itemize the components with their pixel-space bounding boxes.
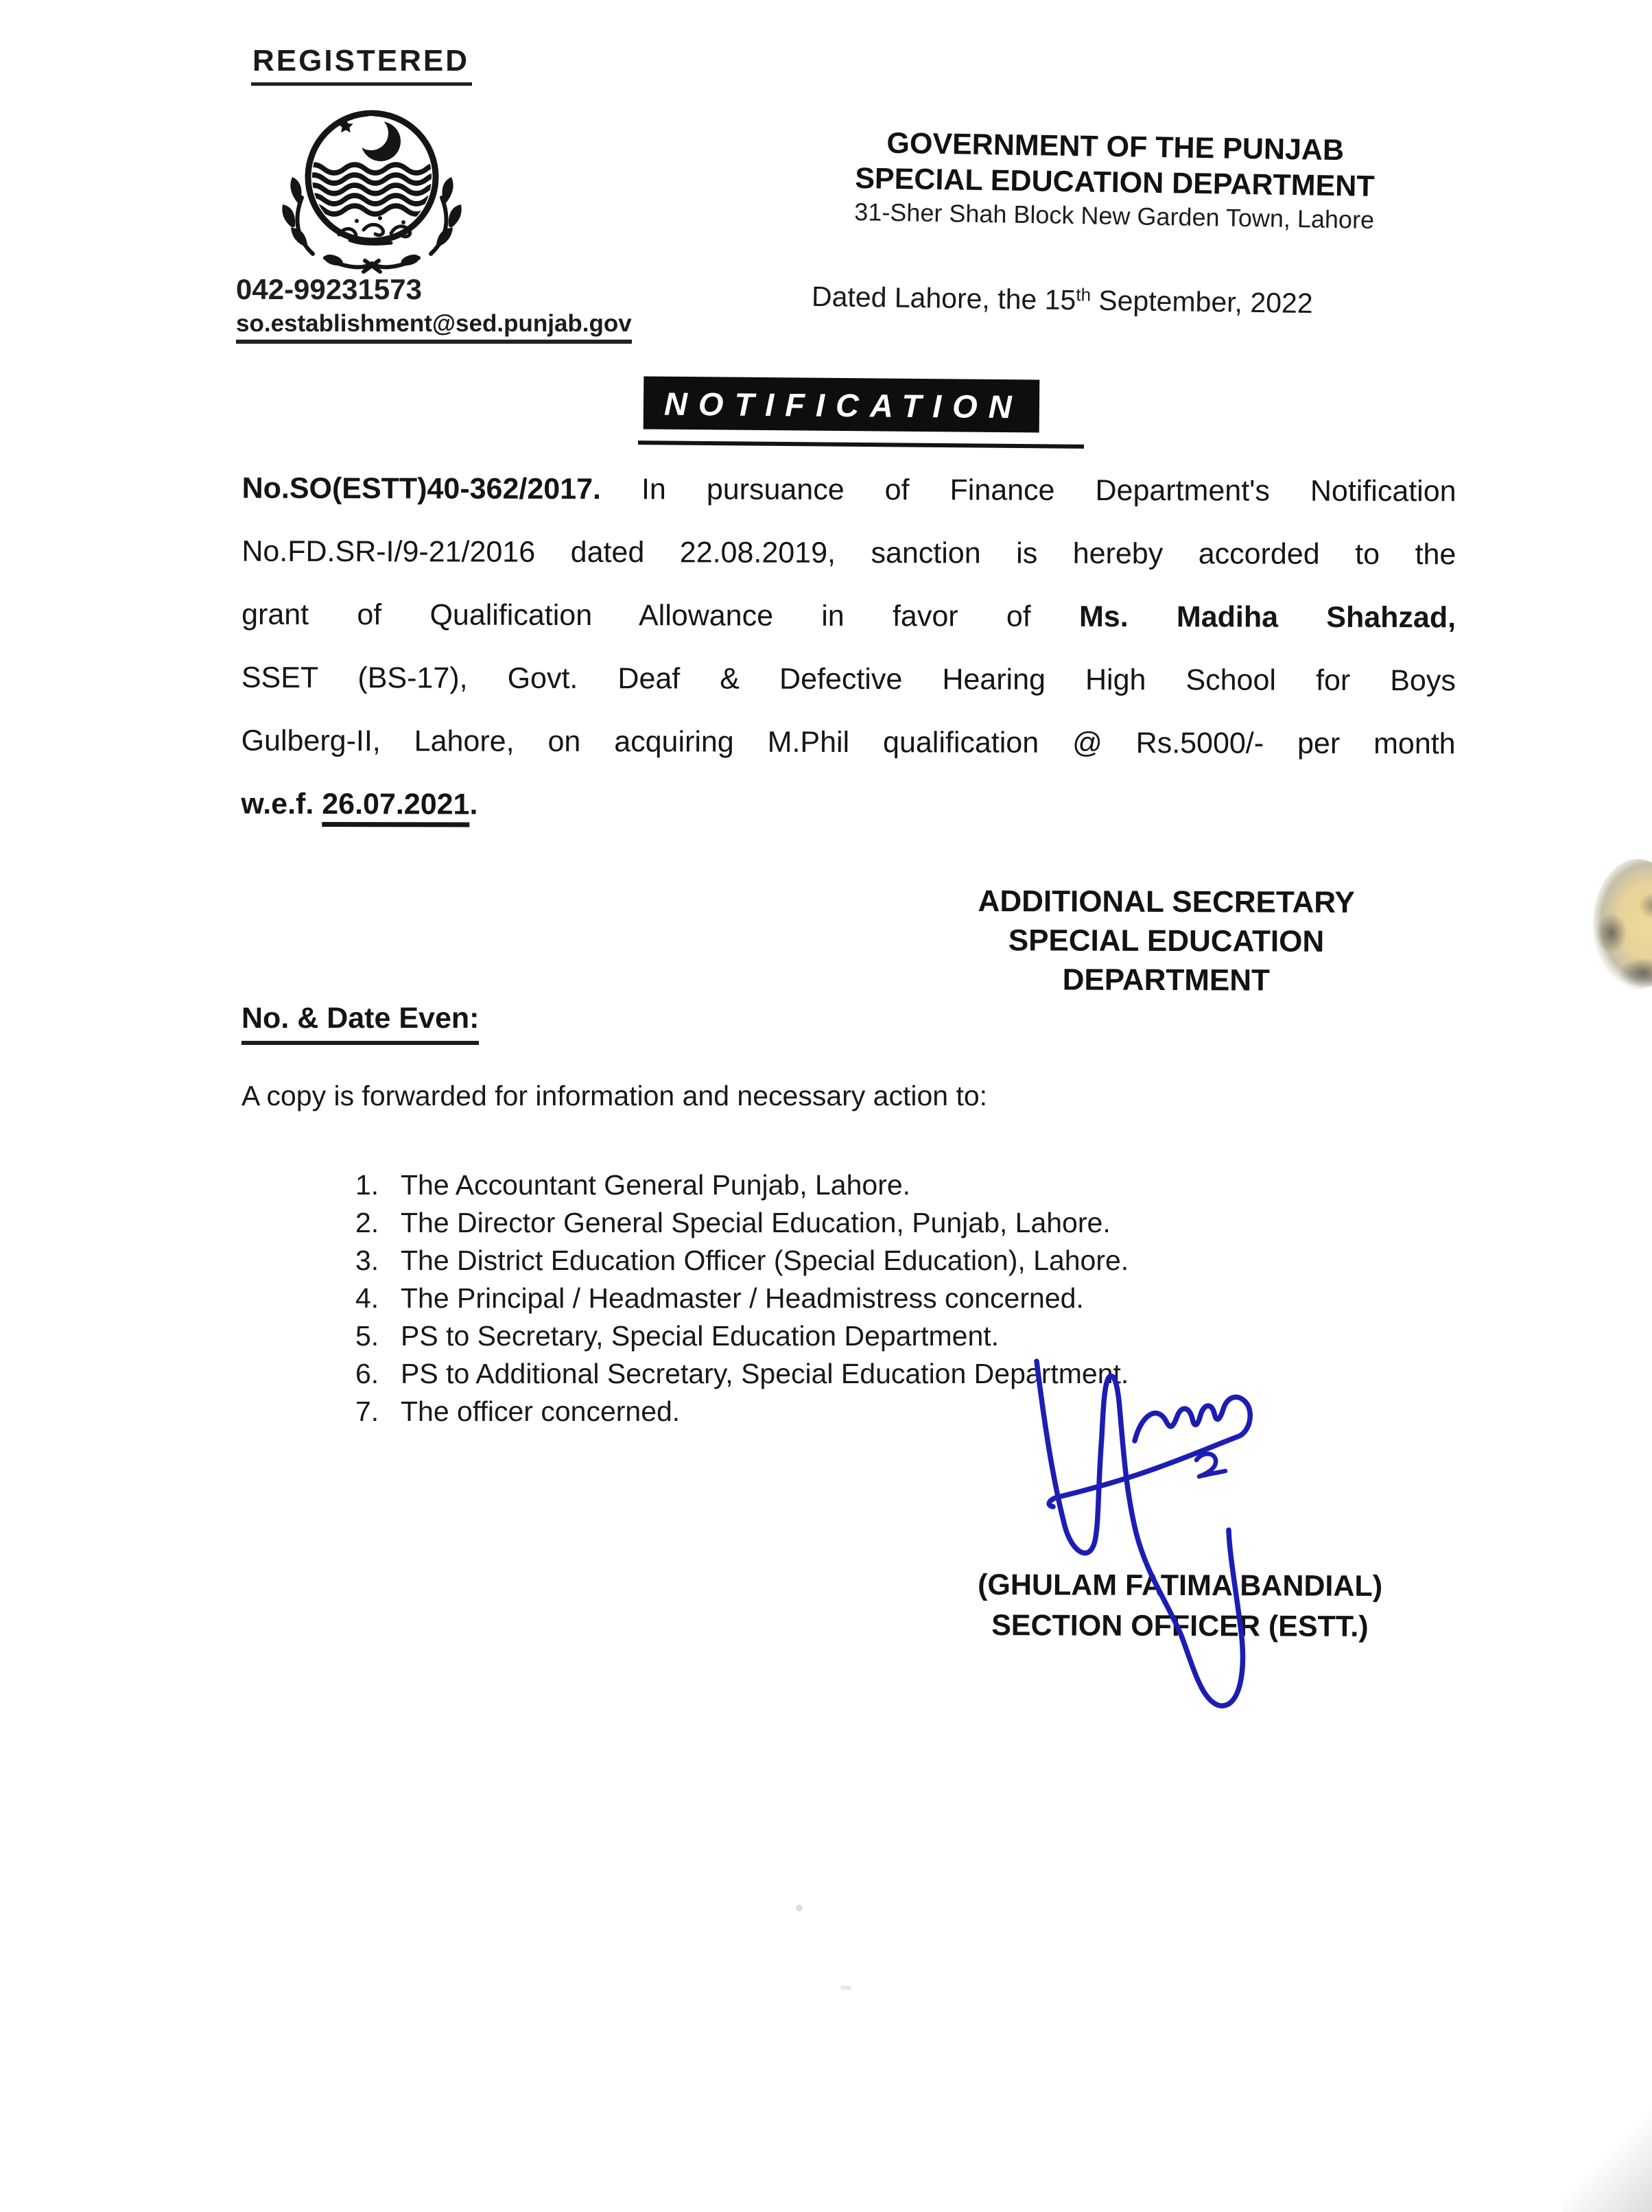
paragraph-text: grant of Qualification Allowance in favor of: [241, 598, 1031, 633]
date-line: [812, 281, 1313, 320]
list-number: 4.: [355, 1282, 379, 1314]
date-ordinal-superscript: th: [1076, 284, 1092, 305]
signatory-line-3: DEPARTMENT: [1062, 963, 1271, 998]
list-item: [355, 1204, 1129, 1242]
list-number: 6.: [355, 1358, 379, 1389]
reference-number: No.SO(ESTT)40-362/2017.: [241, 471, 602, 506]
scan-corner-shadow: [1563, 2109, 1652, 2212]
list-text: PS to Additional Secretary, Special Education Department.: [401, 1358, 1129, 1389]
paragraph-line-6: [241, 773, 1455, 839]
list-number: 5.: [355, 1320, 379, 1352]
paragraph-line-5: Gulberg-II, Lahore, on acquiring M.Phil qualification @ Rs.5000/- per month: [241, 724, 1456, 761]
scan-smudge-shadow: [1596, 913, 1627, 954]
date-prefix: Dated Lahore, the 15: [811, 280, 1076, 316]
list-item: [355, 1242, 1129, 1280]
officer-title: SECTION OFFICER (ESTT.): [991, 1609, 1369, 1643]
department-title: SPECIAL EDUCATION DEPARTMENT: [854, 162, 1375, 203]
paragraph-line-3: [241, 583, 1456, 650]
list-item: [355, 1280, 1129, 1317]
list-text: The Principal / Headmaster / Headmistress concerned.: [401, 1282, 1084, 1314]
paragraph-text: In pursuance of Finance Department's Notification: [641, 473, 1456, 508]
list-item: [355, 1393, 1129, 1431]
paragraph-line-1: [241, 457, 1456, 523]
signatory-designation-block: [912, 882, 1421, 1001]
registered-label: REGISTERED: [251, 44, 472, 86]
government-title: GOVERNMENT OF THE PUNJAB: [886, 126, 1345, 167]
list-number: 1.: [355, 1169, 379, 1201]
email-address: so.establishment@sed.punjab.gov: [236, 310, 632, 344]
notification-underline: [638, 440, 1084, 449]
list-text: The Director General Special Education, Punjab, Lahore.: [401, 1207, 1111, 1238]
beneficiary-name: Ms. Madiha Shahzad,: [1078, 600, 1456, 635]
list-item: [355, 1355, 1129, 1393]
paragraph-line-2: No.FD.SR-I/9-21/2016 dated 22.08.2019, sanction is hereby accorded to the: [241, 534, 1456, 572]
department-header: [805, 124, 1424, 237]
list-text: The Accountant General Punjab, Lahore.: [401, 1169, 911, 1201]
notification-banner: NOTIFICATION: [644, 376, 1039, 432]
punjab-crest-logo: [262, 100, 482, 279]
section-officer-block: [919, 1565, 1441, 1648]
signatory-line-2: SPECIAL EDUCATION: [1008, 923, 1325, 958]
list-text: The District Education Officer (Special Education), Lahore.: [401, 1245, 1129, 1276]
scan-speck: [840, 1986, 851, 1990]
signatory-line-1: ADDITIONAL SECRETARY: [978, 884, 1355, 919]
forwarding-intro: A copy is forwarded for information and necessary action to:: [241, 1080, 988, 1111]
list-number: 7.: [355, 1396, 379, 1427]
list-item: [355, 1166, 1129, 1204]
list-text: PS to Secretary, Special Education Department.: [401, 1320, 1000, 1352]
date-suffix: September, 2022: [1090, 284, 1313, 320]
department-address: 31-Sher Shah Block New Garden Town, Lahore: [854, 198, 1375, 234]
distribution-list: [355, 1166, 1129, 1431]
list-item: [355, 1317, 1129, 1355]
scan-speck: [796, 1905, 803, 1911]
body-paragraph: [241, 457, 1456, 839]
list-number: 2.: [355, 1207, 379, 1238]
crest-icon: [262, 100, 482, 275]
period: .: [469, 788, 478, 821]
paragraph-line-4: SSET (BS-17), Govt. Deaf & Defective Hearing High School for Boys: [241, 661, 1456, 698]
list-text: The officer concerned.: [401, 1396, 681, 1427]
phone-number: 042-99231573: [236, 273, 422, 305]
wef-label: w.e.f.: [241, 787, 314, 821]
officer-name: (GHULAM FATIMA BANDIAL): [978, 1568, 1383, 1603]
list-number: 3.: [355, 1245, 379, 1276]
number-date-even-heading: No. & Date Even:: [241, 1002, 479, 1045]
effective-date: 26.07.2021: [322, 788, 469, 827]
